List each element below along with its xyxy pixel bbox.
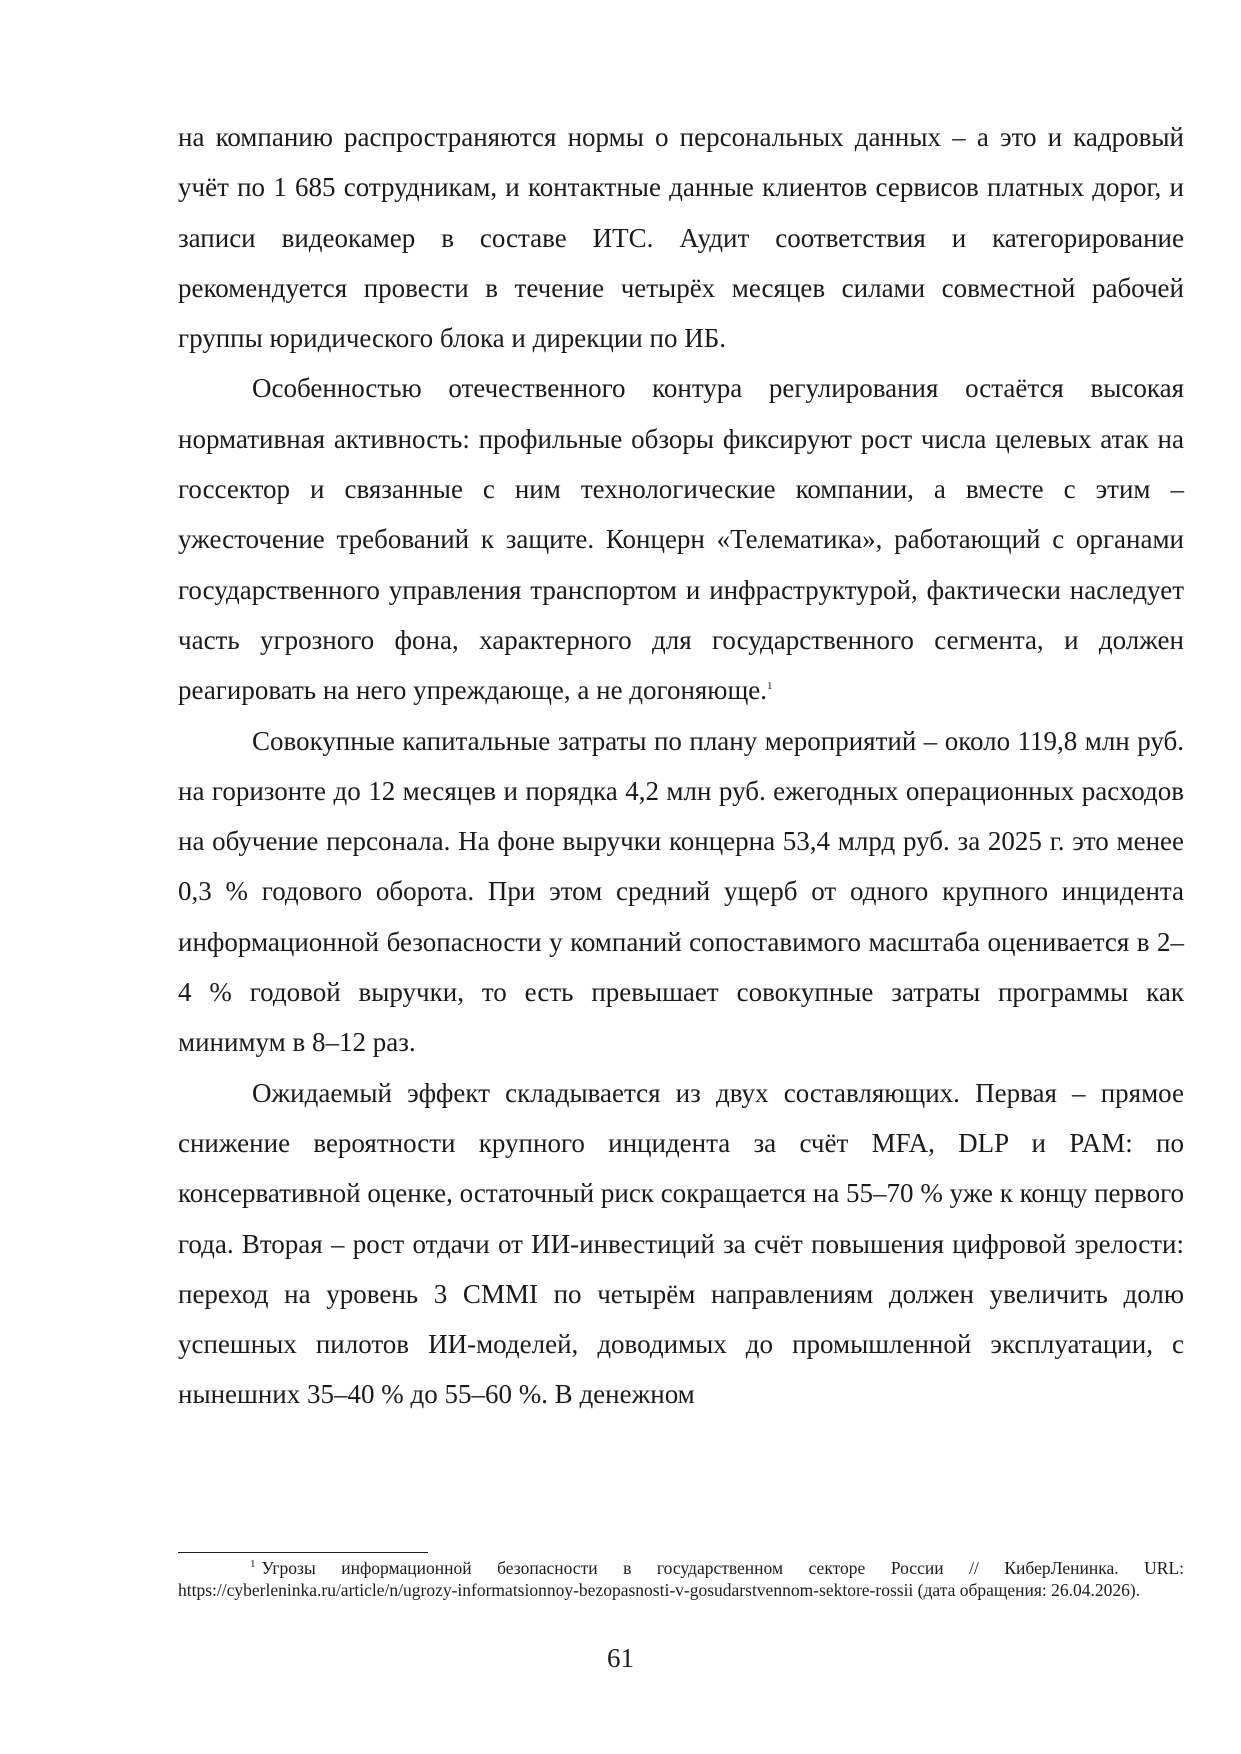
page-number: 61	[607, 1643, 634, 1673]
paragraph-2-text: Особенностью отечественного контура регулирования остаётся высокая нормативная активность: профильные обзоры фиксируют рост числа целевых атак на госсектор и связанные с ним технологические компании, а вместе с этим – ужесточение требований к защите. Концерн «Телематика», работающий с органами государственного управления транспортом и инфраструктурой, фактически наследует часть угрозного фона, характерного для государственного сегмента, и должен реагировать на него упреждающе, а не догоняюще.	[178, 373, 1184, 706]
paragraph-2	[178, 363, 1184, 715]
paragraph-4: Ожидаемый эффект складывается из двух составляющих. Первая – прямое снижение вероятности крупного инцидента за счёт MFA, DLP и PAM: по консервативной оценке, остаточный риск сокращается на 55–70 % уже к концу первого года. Вторая – рост отдачи от ИИ-инвестиций за счёт повышения цифровой зрелости: переход на уровень 3 CMMI по четырём направлениям должен увеличить долю успешных пилотов ИИ-моделей, доводимых до промышленной эксплуатации, с нынешних 35–40 % до 55–60 %. В денежном	[178, 1077, 1184, 1410]
footnote-separator	[178, 1552, 428, 1553]
paragraph-1: на компанию распространяются нормы о персональных данных – а это и кадровый учёт по 1 685 сотрудникам, и контактные данные клиентов сервисов платных дорог, и записи видеокамер в составе ИТС. Аудит соответствия и категорирование рекомендуется провести в течение четырёх месяцев силами совместной рабочей группы юридического блока и дирекции по ИБ.	[178, 122, 1184, 354]
footnote-text: Угрозы информационной безопасности в государственном секторе России // КиберЛенинка. URL: https://cyberleninka.ru/article/n/ugrozy-informatsionnoy-bezopasnosti-v-gosudarstvennom-sektore-rossii (дата обращения: 26.04.2026).	[178, 1558, 1184, 1600]
footnote-number: 1	[250, 1558, 256, 1571]
footnote	[178, 1557, 1184, 1601]
paragraph-3: Совокупные капитальные затраты по плану мероприятий – около 119,8 млн руб. на горизонте до 12 месяцев и порядка 4,2 млн руб. ежегодных операционных расходов на обучение персонала. На фоне выручки концерна 53,4 млрд руб. за 2025 г. это менее 0,3 % годового оборота. При этом средний ущерб от одного крупного инцидента информационной безопасности у компаний сопоставимого масштаба оценивается в 2–4 % годовой выручки, то есть превышает совокупные затраты программы как минимум в 8–12 раз.	[178, 725, 1184, 1058]
main-text	[178, 112, 1184, 1420]
footnote-reference[interactable]: 1	[767, 680, 773, 693]
